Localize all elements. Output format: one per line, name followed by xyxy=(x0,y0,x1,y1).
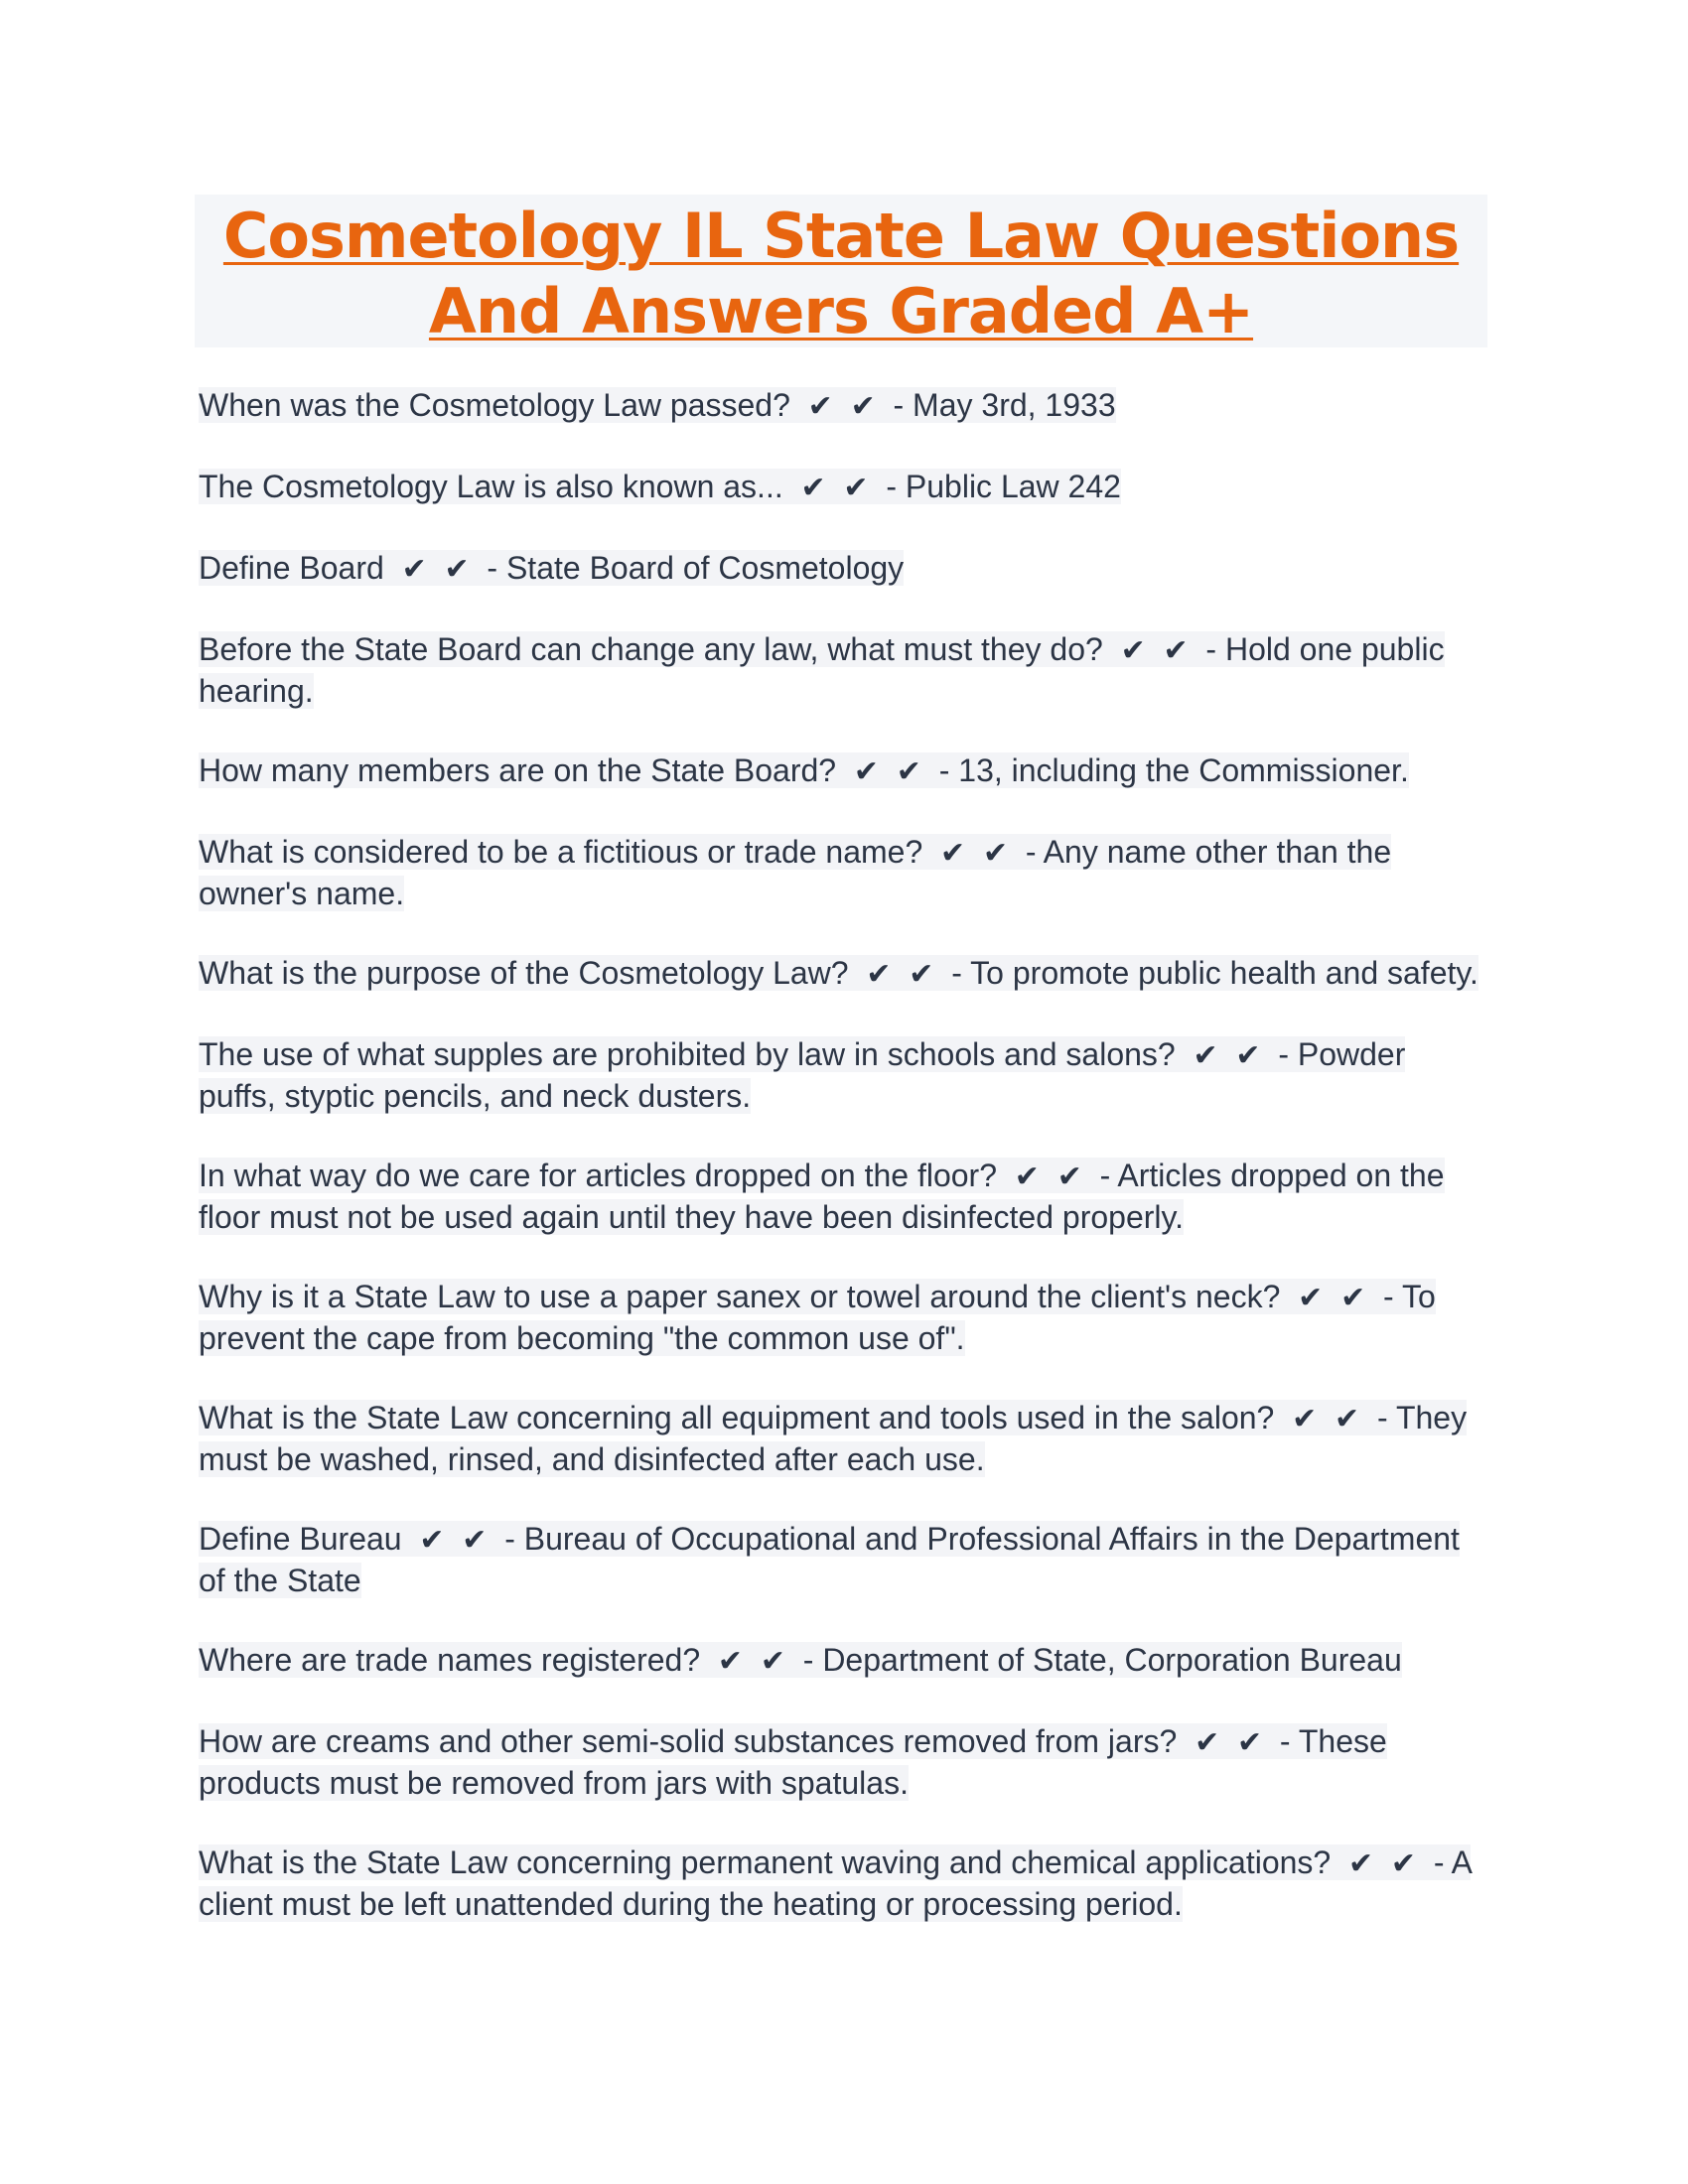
check-mark-icon: ✔ xyxy=(896,754,921,789)
qa-list xyxy=(199,385,1489,1964)
answer-text: These products must be removed from jars with spatulas. xyxy=(199,1723,1387,1801)
qa-item xyxy=(199,953,1489,995)
answer-text: Powder puffs, styptic pencils, and neck dusters. xyxy=(199,1036,1406,1114)
question-text: How are creams and other semi-solid substances removed from jars? xyxy=(199,1723,1178,1759)
answer-separator: - xyxy=(1278,1036,1289,1072)
check-mark-icon: ✔ xyxy=(1347,1846,1374,1881)
answer-text: To prevent the cape from becoming "the common use of". xyxy=(199,1279,1436,1356)
question-text: Where are trade names registered? xyxy=(199,1642,701,1678)
question-text: Define Bureau xyxy=(199,1521,402,1557)
answer-separator: - xyxy=(1383,1279,1394,1314)
check-mark-icon: ✔ xyxy=(1120,633,1146,668)
answer-separator: - xyxy=(938,752,950,788)
check-mark-icon: ✔ xyxy=(800,471,826,505)
question-text: The Cosmetology Law is also known as... xyxy=(199,469,783,504)
qa-item xyxy=(199,1519,1489,1600)
qa-item xyxy=(199,751,1489,792)
question-text: How many members are on the State Board? xyxy=(199,752,837,788)
check-mark-icon: ✔ xyxy=(419,1523,445,1558)
qa-text xyxy=(199,1279,1436,1356)
qa-text xyxy=(199,469,1121,504)
check-mark-icon: ✔ xyxy=(982,836,1009,871)
answer-separator: - xyxy=(886,469,897,504)
question-text: Why is it a State Law to use a paper sanex or towel around the client's neck? xyxy=(199,1279,1281,1314)
check-mark-icon: ✔ xyxy=(1195,1725,1220,1760)
qa-item xyxy=(199,1156,1489,1237)
answer-separator: - xyxy=(1205,631,1217,667)
answer-separator: - xyxy=(1279,1723,1291,1759)
check-mark-icon: ✔ xyxy=(1236,1725,1263,1760)
qa-text xyxy=(199,834,1391,911)
qa-item xyxy=(199,385,1489,427)
qa-text xyxy=(199,631,1445,709)
check-mark-icon: ✔ xyxy=(1292,1402,1318,1436)
title-block xyxy=(195,195,1487,347)
question-text: What is considered to be a fictitious or trade name? xyxy=(199,834,923,870)
check-mark-icon: ✔ xyxy=(909,957,934,992)
check-mark-icon: ✔ xyxy=(866,957,892,992)
qa-item xyxy=(199,1034,1489,1116)
check-mark-icon: ✔ xyxy=(1235,1038,1261,1073)
check-mark-icon: ✔ xyxy=(444,552,470,587)
answer-separator: - xyxy=(1025,834,1037,870)
check-mark-icon: ✔ xyxy=(1014,1160,1040,1194)
qa-item xyxy=(199,467,1489,508)
qa-text xyxy=(199,387,1116,423)
check-mark-icon: ✔ xyxy=(807,389,833,424)
answer-separator: - xyxy=(802,1642,814,1678)
answer-text: Public Law 242 xyxy=(905,469,1121,504)
check-mark-icon: ✔ xyxy=(1335,1402,1360,1436)
answer-text: 13, including the Commissioner. xyxy=(958,752,1409,788)
question-text: In what way do we care for articles dropped on the floor? xyxy=(199,1158,997,1193)
answer-text: Hold one public hearing. xyxy=(199,631,1445,709)
qa-item xyxy=(199,1277,1489,1358)
qa-item xyxy=(199,548,1489,590)
question-text: Define Board xyxy=(199,550,384,586)
question-text: What is the purpose of the Cosmetology Law? xyxy=(199,955,849,991)
check-mark-icon: ✔ xyxy=(843,471,869,505)
answer-separator: - xyxy=(893,387,905,423)
answer-separator: - xyxy=(1376,1400,1388,1435)
answer-text: May 3rd, 1933 xyxy=(913,387,1116,423)
answer-text: To promote public health and safety. xyxy=(970,955,1478,991)
qa-text xyxy=(199,1036,1405,1114)
answer-text: They must be washed, rinsed, and disinfected after each use. xyxy=(199,1400,1468,1477)
qa-text xyxy=(199,550,904,586)
qa-text xyxy=(199,752,1409,788)
question-text: When was the Cosmetology Law passed? xyxy=(199,387,790,423)
check-mark-icon: ✔ xyxy=(1163,633,1189,668)
qa-item xyxy=(199,1721,1489,1803)
check-mark-icon: ✔ xyxy=(853,754,880,789)
answer-separator: - xyxy=(1433,1844,1445,1880)
answer-separator: - xyxy=(951,955,962,991)
document-title: Cosmetology IL State Law Questions And Answers Graded A+ xyxy=(222,200,1460,347)
qa-text xyxy=(199,955,1478,991)
qa-item xyxy=(199,1843,1489,1924)
question-text: What is the State Law concerning permanent waving and chemical applications? xyxy=(199,1844,1332,1880)
qa-item xyxy=(199,1640,1489,1682)
check-mark-icon: ✔ xyxy=(1340,1281,1366,1315)
answer-separator: - xyxy=(487,550,498,586)
answer-separator: - xyxy=(504,1521,515,1557)
qa-item xyxy=(199,832,1489,913)
question-text: What is the State Law concerning all equipment and tools used in the salon? xyxy=(199,1400,1275,1435)
check-mark-icon: ✔ xyxy=(940,836,966,871)
qa-text xyxy=(199,1521,1460,1598)
answer-text: Department of State, Corporation Bureau xyxy=(822,1642,1402,1678)
question-text: The use of what supples are prohibited by law in schools and salons? xyxy=(199,1036,1176,1072)
qa-item xyxy=(199,629,1489,711)
answer-text: Articles dropped on the floor must not be used again until they have been disinfected properly. xyxy=(199,1158,1445,1235)
check-mark-icon: ✔ xyxy=(1390,1846,1417,1881)
qa-text xyxy=(199,1400,1467,1477)
check-mark-icon: ✔ xyxy=(760,1644,785,1679)
check-mark-icon: ✔ xyxy=(401,552,427,587)
check-mark-icon: ✔ xyxy=(462,1523,488,1558)
check-mark-icon: ✔ xyxy=(1298,1281,1324,1315)
qa-text xyxy=(199,1642,1402,1678)
question-text: Before the State Board can change any law, what must they do? xyxy=(199,631,1103,667)
qa-item xyxy=(199,1398,1489,1479)
answer-separator: - xyxy=(1099,1158,1111,1193)
qa-text xyxy=(199,1844,1471,1922)
check-mark-icon: ✔ xyxy=(1193,1038,1218,1073)
check-mark-icon: ✔ xyxy=(717,1644,744,1679)
answer-text: A client must be left unattended during the heating or processing period. xyxy=(199,1844,1472,1922)
qa-text xyxy=(199,1723,1387,1801)
qa-text xyxy=(199,1158,1445,1235)
answer-text: State Board of Cosmetology xyxy=(505,550,905,586)
answer-text: Any name other than the owner's name. xyxy=(199,834,1392,911)
check-mark-icon: ✔ xyxy=(850,389,876,424)
check-mark-icon: ✔ xyxy=(1056,1160,1082,1194)
answer-text: Bureau of Occupational and Professional Affairs in the Department of the State xyxy=(199,1521,1460,1598)
